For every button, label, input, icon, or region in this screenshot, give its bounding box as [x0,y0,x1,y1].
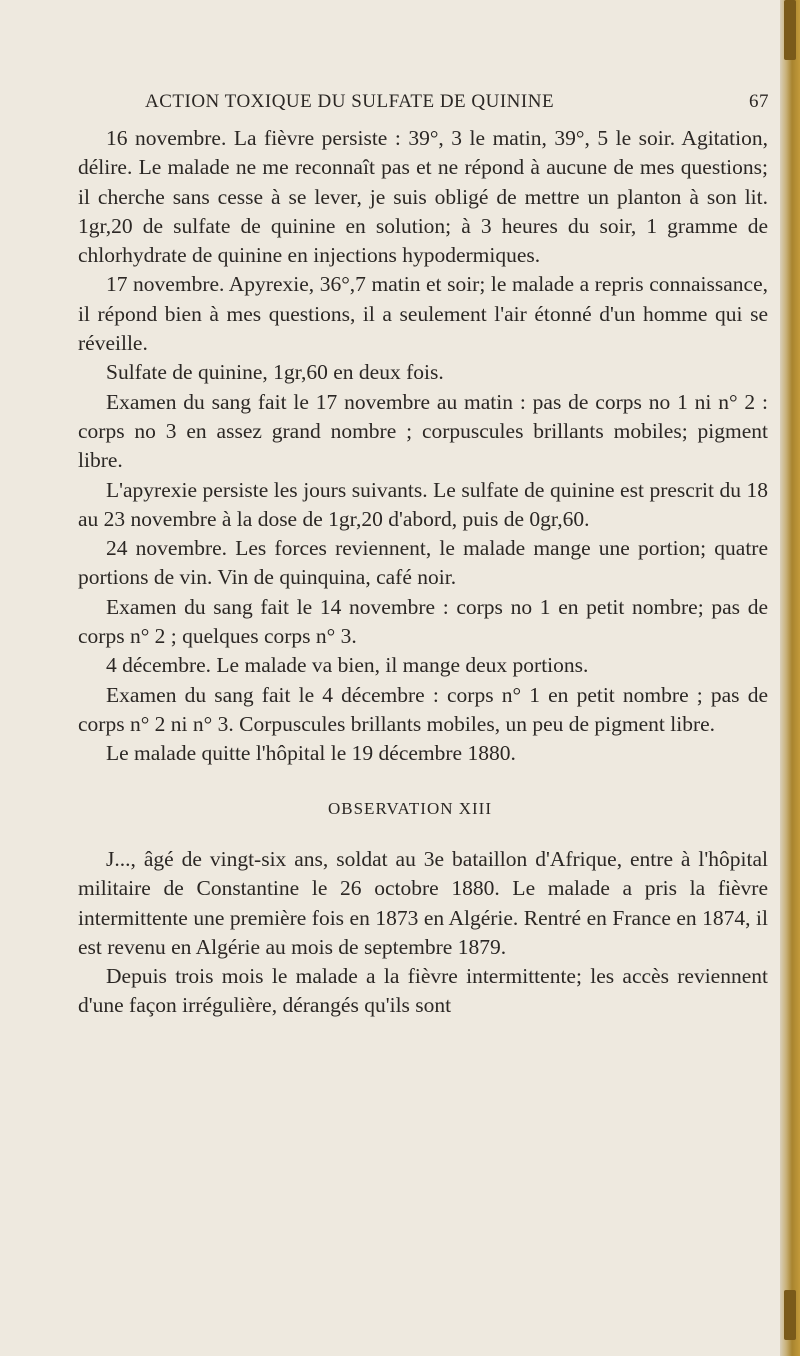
running-header [145,91,775,117]
paragraph: J..., âgé de vingt-six ans, soldat au 3e bataillon d'Afrique, entre à l'hôpital militaire de Constantine le 26 octobre 1880. Le malade a pris la fièvre intermittente une première fois en 1873 en Algérie. Rentré en France en 1874, il est revenu en Algérie au mois de septembre 1879. [78,847,768,959]
paragraph: 16 novembre. La fièvre persiste : 39°, 3 le matin, 39°, 5 le soir. Agitation, délire. Le malade ne me reconnaît pas et ne répond à aucune de mes questions; il cherche sans cesse à se lever, je suis obligé de mettre un planton à son lit. 1gr,20 de sulfate de quinine en solution; à 3 heures du soir, 1 gramme de chlorhydrate de quinine en injections hypodermiques. [78,126,768,268]
running-title: ACTION TOXIQUE DU SULFATE DE QUININE [145,91,555,112]
paragraph: 4 décembre. Le malade va bien, il mange deux portions. [106,653,589,678]
paragraph: 17 novembre. Apyrexie, 36°,7 matin et soir; le malade a repris connaissance, il répond bien à mes questions, il a seulement l'air étonné d'un homme qui se réveille. [78,272,768,356]
observation-heading: OBSERVATION XIII [327,799,493,818]
paragraph: Examen du sang fait le 17 novembre au matin : pas de corps no 1 ni n° 2 : corps no 3 en assez grand nombre ; corpuscules brillants mobiles; pigment libre. [78,389,768,473]
paragraph: Examen du sang fait le 4 décembre : corps n° 1 en petit nombre ; pas de corps n° 2 ni n° 3. Corpuscules brillants mobiles, un peu de pigment libre. [78,682,768,736]
paragraph: Sulfate de quinine, 1gr,60 en deux fois. [106,360,444,385]
paragraph: Le malade quitte l'hôpital le 19 décembre 1880. [106,741,516,766]
paragraph: Examen du sang fait le 14 novembre : corps no 1 en petit nombre; pas de corps n° 2 ; quelques corps n° 3. [78,594,768,649]
observation-text [78,845,768,1021]
paragraph: Depuis trois mois le malade a la fièvre intermittente; les accès reviennent d'une façon irrégulière, dérangés qu'ils sont [78,964,768,1018]
body-text [78,124,768,769]
paragraph: L'apyrexie persiste les jours suivants. Le sulfate de quinine est prescrit du 18 au 23 novembre à la dose de 1gr,20 d'abord, puis de 0gr,60. [78,477,768,531]
edge-mark [784,0,796,60]
page-number: 67 [749,91,769,112]
edge-mark [784,1290,796,1340]
paragraph: 24 novembre. Les forces reviennent, le malade mange une portion; quatre portions de vin. Vin de quinquina, café noir. [78,536,768,590]
page-edge [780,0,800,1356]
